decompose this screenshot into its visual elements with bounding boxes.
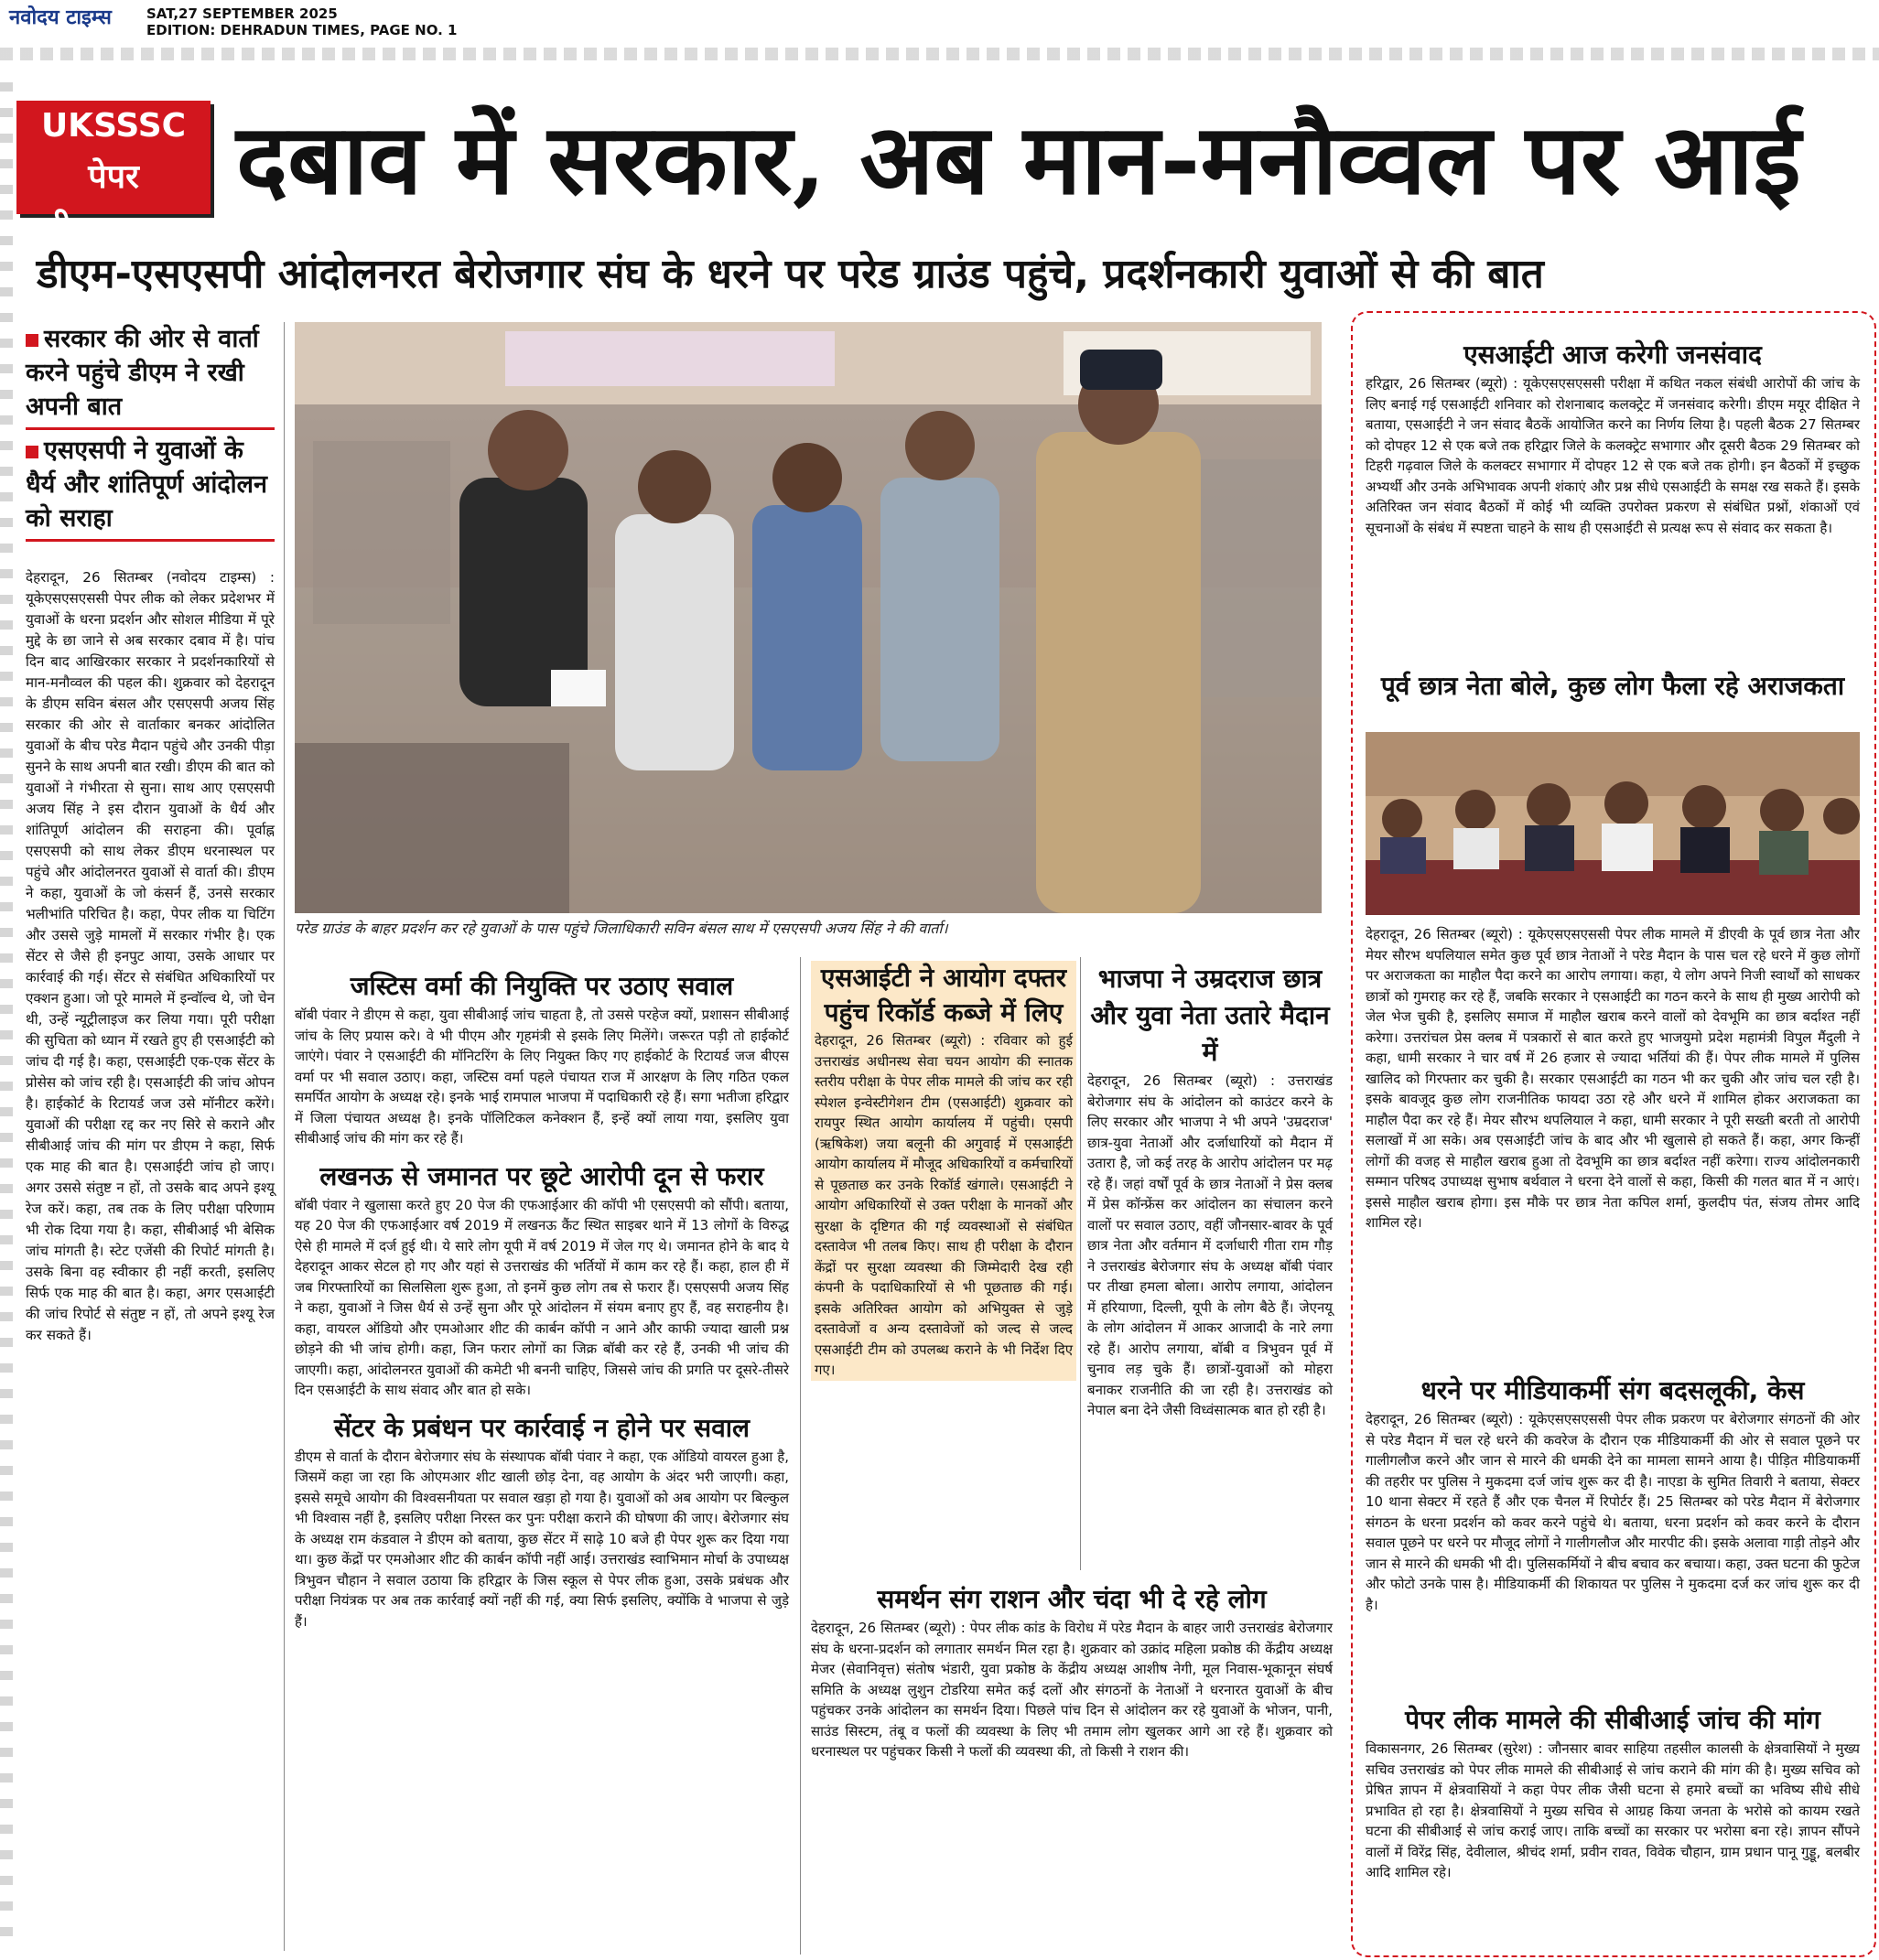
story-body-lucknow-bail: बॉबी पंवार ने खुलासा करते हुए 20 पेज की एफआईआर की कॉपी भी एसएसपी को सौंपी। बताया, यह 20 पेज की एफआईआर वर्ष 2019 में लखनऊ कैंट स्थित साइबर थाने में 13 लोगों के विरुद्ध ऐसे ही मामले में दर्ज हुई थी। ये सारे लोग यूपी में वर्ष 2019 में जेल गए थे। जमानत होने के बाद ये देहरादून आकर सेटल हो गए और यहां से उत्तराखंड की भर्तियों में काम कर रहे हैं। कहा, हाल ही में जब गिरफ्तारियों का सिलसिला शुरू हुआ, तो इनमें कुछ लोग तब से फरार हैं। एसएसपी अजय सिंह ने कहा, युवाओं ने जिस धैर्य से उन्हें सुना और पूरे आंदोलन में संयम बनाए हुए हैं, वह सराहनीय है। कहा, वायरल ऑडियो और एमओआर शीट की कार्बन कॉपी न आने और काफी ज्यादा खाली प्रश्न छोड़ने की भी जांच होगी। कहा, जिन फरार लोगों का जिक्र बॉबी कर रहे हैं, उनकी भी जांच की जाएगी। कहा, आंदोलनरत युवाओं की कमेटी भी बननी चाहिए, जिससे जांच की प्रगति पर दूसरे-तीसरे दिन एसआईटी के साथ संवाद और बात हो सके।	[295, 1196, 789, 1398]
lead-story-body: देहरादून, 26 सितम्बर (नवोदय टाइम्स) : यूकेएसएसएससी पेपर लीक को लेकर प्रदेशभर में युवाओं के धरना प्रदर्शन और सोशल मीडिया में पूरे मुद्दे के छा जाने से अब सरकार दबाव में है। पांच दिन बाद आखिरकार सरकार ने प्रदर्शनकारियों से मान-मनौव्वल की पहल की। शुक्रवार को देहरादून के डीएम सविन बंसल और एसएसपी अजय सिंह सरकार की ओर से वार्ताकार बनकर आंदोलित युवाओं के बीच परेड मैदान पहुंचे और उनकी पीड़ा सुनने के साथ अपनी बात रखी। डीएम की बात को युवाओं ने गंभीरता से सुना। साथ आए एसएसपी अजय सिंह ने इस दौरान युवाओं के धैर्य और शांतिपूर्ण आंदोलन की सराहना की। पूर्वाह्न एसएसपी को साथ लेकर डीएम धरनास्थल पर पहुंचे और आंदोलनरत युवाओं से वार्ता की। डीएम ने कहा, युवाओं के जो कंसर्न हैं, उनसे सरकार भलीभांति परिचित है। कहा, पेपर लीक या चिटिंग और उससे जुड़े मामलों में सरकार गंभीर है। एक सेंटर से जैसे ही इनपुट आया, उसके आधार पर कार्रवाई की गई। सेंटर से संबंधित अधिकारियों पर एक्शन हुआ। जो पूरे मामले में इन्वॉल्व थे, जो चेन थी, उन्हें न्यूट्रीलाइज कर लिया गया। पूरी परीक्षा की सुचिता को ध्यान में रखते हुए ही एसआईटी को जांच दी गई है। कहा, एसआईटी एक-एक सेंटर के प्रोसेस को जांच रही है। एसआईटी की जांच ओपन है। हाईकोर्ट के रिटायर्ड जज उसे मॉनीटर करेंगे। युवाओं की परीक्षा रद्द कर नए सिरे से कराने और सीबीआई जांच की मांग पर डीएम ने कहा, सिर्फ एक माह की बात है। एसआईटी जांच हो जाए। अगर उससे संतुष्ट न हों, तो उसके बाद अपने इश्यू रेज करें। कहा, तब तक के लिए परीक्षा परिणाम भी रोक दिया गया है। कहा, सीबीआई भी बेसिक जांच मांगती है। स्टेट एजेंसी की रिपोर्ट मांगती है। उसके बिना वह स्वीकार ही नहीं करती, इसलिए सिर्फ एक माह की बात है। कहा, अगर एसआईटी की जांच रिपोर्ट से संतुष्ट न हों, तो अपने इश्यू रेज कर सकते हैं।	[26, 569, 275, 1343]
highlight-text: सरकार की ओर से वार्ता करने पहुंचे डीएम ने रखी अपनी बात	[26, 325, 259, 421]
column-divider	[284, 322, 285, 1951]
topic-tag-line-1: UKSSSC पेपर	[40, 107, 187, 196]
story-support-ration	[811, 1581, 1333, 1762]
main-headline: दबाव में सरकार, अब मान-मनौव्वल पर आई	[236, 102, 1801, 216]
story-body-media-misbehave: देहरादून, 26 सितम्बर (ब्यूरो) : यूकेएसएसएससी पेपर लीक प्रकरण पर बेरोजगार संगठनों की ओर से परेड मैदान में चल रहे धरने की कवरेज के दौरान एक मीडियाकर्मी की ओर से सवाल पूछने पर गालीगलौज करने और जान से मारने की धमकी देने का मामला सामने आया है। पीड़ित मीडियाकर्मी की तहरीर पर पुलिस ने मुकदमा दर्ज जांच शुरू कर दी है। नाएडा के सुमित तिवारी ने बताया, सेक्टर 10 थाना सेक्टर में रहते हैं और एक चैनल में रिपोर्टर हैं। 25 सितम्बर को परेड मैदान में बेरोजगार संगठन के धरना प्रदर्शन को कवर करने पहुंचे थे। बताया, धरना प्रदर्शन को कवर करने के दौरान सवाल पूछने पर धरने पर मौजूद लोगों ने गालीगलौज और मारपीट की। इसके अलावा गाड़ी तोड़ने और जान से मारने की धमकी भी दी। पुलिसकर्मियों ने बीच बचाव कर बचाया। कहा, उक्त घटना की फुटेज और फोटो उनके पास है। मीडियाकर्मी की शिकायत पर पुलिस ने मुकदमा दर्ज कर जांच शुरू कर दी है।	[1366, 1411, 1860, 1613]
topic-tag	[16, 101, 211, 247]
story-former-leaders-text	[1366, 924, 1860, 1233]
bullet-square-icon	[26, 334, 38, 347]
story-column-4	[1087, 961, 1333, 1421]
masthead	[0, 0, 1879, 48]
bullet-square-icon	[26, 446, 38, 458]
story-title-support-ration: समर्थन संग राशन और चंदा भी दे रहे लोग	[877, 1584, 1267, 1614]
story-column-3	[811, 961, 1076, 1381]
story-title-justice-verma: जस्टिस वर्मा की नियुक्ति पर उठाए सवाल	[350, 971, 734, 1001]
story-former-leaders	[1366, 668, 1860, 705]
divider	[26, 427, 275, 430]
lead-highlights	[26, 322, 275, 545]
column-divider	[1080, 957, 1081, 1570]
issue-date: SAT,27 SEPTEMBER 2025	[146, 5, 338, 22]
press-conference-image	[1366, 732, 1860, 915]
left-bleed-strip	[0, 82, 13, 1949]
topic-tag-line-2: लीक मामला	[39, 210, 188, 247]
highlight-item-1	[26, 322, 275, 424]
story-title-sit-commission: एसआईटी ने आयोग दफ्तर पहुंच रिकॉर्ड कब्जे में लिए	[820, 963, 1067, 1028]
photo-caption: परेड ग्राउंड के बाहर प्रदर्शन कर रहे युवाओं के पास पहुंचे जिलाधिकारी सविन बंसल साथ में एसएसपी अजय सिंह ने की वार्ता।	[295, 920, 948, 937]
story-sit-jansamvad	[1366, 337, 1860, 538]
story-title-bjp-leaders: भाजपा ने उम्रदराज छात्र और युवा नेता उतारे मैदान में	[1090, 964, 1330, 1067]
story-cbi-demand	[1366, 1702, 1860, 1883]
dateline	[146, 5, 458, 38]
story-title-former-leaders: पूर्व छात्र नेता बोले, कुछ लोग फैला रहे अराजकता	[1380, 671, 1845, 701]
bleed-through-strip	[0, 48, 1879, 60]
edition-line: EDITION: DEHRADUN TIMES, PAGE NO. 1	[146, 22, 458, 38]
story-column-2	[295, 968, 789, 1632]
story-body-former-leaders: देहरादून, 26 सितम्बर (ब्यूरो) : यूकेएसएसएससी पेपर लीक मामले में डीएवी के पूर्व छात्र नेता और मेयर सौरभ थपलियाल समेत कुछ पूर्व छात्र नेताओं ने परेड मैदान के पास चल रहे धरने में कुछ लोगों पर अराजकता का माहौल पैदा करने का आरोप लगाया। कहा, ये लोग अपने निजी स्वार्थों को साधकर छात्रों को गुमराह कर रहे हैं, जबकि सरकार ने एसआईटी का गठन करने के साथ ही मुख्य आरोपी को जेल भेज चुकी है, इसलिए समाज में माहौल खराब करने वालों को देवभूमि का छात्र बर्दाश्त नहीं करेगा। उत्तरांचल प्रेस क्लब में पत्रकारों से बात करते हुए भाजयुमो प्रदेश महामंत्री विपुल मैंदुली ने कहा, धामी सरकार ने चार वर्ष में 26 हजार से ज्यादा भर्तियां की हैं। पेपर लीक मामले में पुलिस खालिद को गिरफ्तार कर चुकी है। सरकार एसआईटी का गठन भी कर चुकी और जांच चल रही है। इसके बावजूद कुछ लोग राजनीतिक फायदा उठा रहे और धरने में शामिल होकर अराजकता का माहौल पैदा कर रहे हैं। मेयर सौरभ थपलियाल ने कहा, धामी सरकार ने पूरी सख्ती बरती तो आरोपी सलाखों में आ सके। अब एसआईटी जांच के बाद और भी खुलासे हो सकते हैं। कहा, अगर किन्हीं लोगों की वजह से माहौल खराब हुआ तो देवभूमि का छात्र बर्दाश्त नहीं करेगा। राज्य आंदोलनकारी सम्मान परिषद उपाध्यक्ष सुभाष बर्थवाल ने धरना देने वालों से कहा, किसी की गलत बात में न आएं। इससे माहौल खराब होगा। इस मौके पर छात्र नेता कपिल शर्मा, कुलदीप पंत, संजय तोमर आदि शामिल रहे।	[1366, 926, 1860, 1231]
divider	[26, 539, 275, 542]
story-title-sit-jansamvad: एसआईटी आज करेगी जनसंवाद	[1463, 339, 1762, 370]
lead-photo	[295, 322, 1322, 913]
press-conference-photo	[1366, 732, 1860, 915]
highlighted-story	[811, 961, 1076, 1381]
lead-photo-image	[295, 322, 1322, 913]
story-title-cbi-demand: पेपर लीक मामले की सीबीआई जांच की मांग	[1405, 1705, 1820, 1735]
sub-headline: डीएम-एसएसपी आंदोलनरत बेरोजगार संघ के धरने पर परेड ग्राउंड पहुंचे, प्रदर्शनकारी युवाओं से की बात	[37, 251, 1544, 297]
column-divider	[800, 957, 801, 1955]
story-body-center-management: डीएम से वार्ता के दौरान बेरोजगार संघ के संस्थापक बॉबी पंवार ने कहा, एक ऑडियो वायरल हुआ है, जिसमें कहा जा रहा कि ओएमआर शीट खाली छोड़ देना, वह आयोग के अंदर भरी जाएगी। कहा, इससे समूचे आयोग की विश्वसनीयता पर सवाल खड़ा हो गया है। युवाओं को अब आयोग पर बिल्कुल भी विश्वास नहीं है, इसलिए परीक्षा निरस्त कर पुनः परीक्षा कराने की घोषणा की जाए। बेरोजगार संघ के अध्यक्ष राम कंडवाल ने डीएम को बताया, कुछ सेंटर में साढ़े 10 बजे ही पेपर शुरू कर दिया गया था। कुछ केंद्रों पर एमओआर शीट की कार्बन कॉपी नहीं आई। उत्तराखंड स्वाभिमान मोर्चा के उपाध्यक्ष त्रिभुवन चौहान ने सवाल उठाया कि हरिद्वार के जिस स्कूल से पेपर लीक हुआ, उसके प्रबंधक और परीक्षा नियंत्रक पर अब तक कार्रवाई क्यों नहीं की गई, क्या सिर्फ इसलिए, क्योंकि वे भाजपा से जुड़े हैं।	[295, 1448, 789, 1630]
newspaper-logo: नवोदय टाइम्स	[9, 6, 112, 29]
story-body-sit-commission: देहरादून, 26 सितम्बर (ब्यूरो) : रविवार को हुई उत्तराखंड अधीनस्थ सेवा चयन आयोग की स्नातक स्तरीय परीक्षा के पेपर लीक मामले की जांच कर रही स्पेशल इन्वेस्टीगेशन टीम (एसआईटी) शुक्रवार को रायपुर स्थित आयोग कार्यालय में पहुंची। एसपी (ऋषिकेश) जया बलूनी की अगुवाई में एसआईटी आयोग कार्यालय में मौजूद अधिकारियों व कर्मचारियों से पूछताछ कर उनके रिकॉर्ड खंगाले। एसआईटी ने आयोग अधिकारियों से उक्त परीक्षा के मानकों और सुरक्षा के दृष्टिगत की गई व्यवस्थाओं से संबंधित दस्तावेज भी तलब किए। साथ ही परीक्षा के दौरान केंद्रों पर सुरक्षा व्यवस्था की जिम्मेदारी देख रही कंपनी के पदाधिकारियों से भी पूछताछ की गई। इसके अतिरिक्त आयोग को अभियुक्त से जुड़े दस्तावेजों व अन्य दस्तावेजों को जल्द से जल्द एसआईटी टीम को उपलब्ध कराने के भी निर्देश दिए गए।	[815, 1032, 1073, 1378]
story-body-sit-jansamvad: हरिद्वार, 26 सितम्बर (ब्यूरो) : यूकेएसएसएससी परीक्षा में कथित नकल संबंधी आरोपों की जांच के लिए बनाई गई एसआईटी शनिवार को रोशनाबाद कलक्ट्रेट में जनसंवाद करेगी। डीएम मयूर दीक्षित ने बताया, एसआईटी ने जन संवाद बैठकें आयोजित करने का निर्णय लिया है। पहली बैठक 27 सितम्बर को दोपहर 12 से एक बजे तक हरिद्वार जिले के कलक्ट्रेट सभागार और दूसरी बैठक 29 सितम्बर को टिहरी गढ़वाल जिले के कलक्टर सभागार में दोपहर 12 से एक बजे तक होगी। इन बैठकों में इच्छुक अभ्यर्थी और उनके अभिभावक अपनी शंकाएं और प्रश्न सीधे एसआईटी के समक्ष रख सकते हैं। इसके अतिरिक्त जन संवाद बैठकों में कोई भी व्यक्ति उपरोक्त प्रकरण से संबंधित प्रश्नों, शंकाओं एवं सूचनाओं के संबंध में स्पष्टता चाहने के साथ ही एसआईटी से प्रत्यक्ष रूप से संवाद कर सकता है।	[1366, 375, 1860, 536]
story-title-media-misbehave: धरने पर मीडियाकर्मी संग बदसलूकी, केस	[1420, 1375, 1805, 1405]
story-body-support-ration: देहरादून, 26 सितम्बर (ब्यूरो) : पेपर लीक कांड के विरोध में परेड मैदान के बाहर जारी उत्तराखंड बेरोजगार संघ के धरना-प्रदर्शन को लगातार समर्थन मिल रहा है। शुक्रवार को उक्रांद महिला प्रकोष्ठ की केंद्रीय अध्यक्ष मेजर (सेवानिवृत्त) संतोष भंडारी, युवा प्रकोष्ठ के केंद्रीय अध्यक्ष आशीष नेगी, मूल निवास-भूकानून संघर्ष समिति के अध्यक्ष लुशुन टोडरिया समेत कई दलों और संगठनों के नेताओं ने धरनारत युवाओं के बीच पहुंचकर उनके आंदोलन का समर्थन दिया। पिछले पांच दिन से आंदोलन कर रहे युवाओं के भोजन, पानी, साउंड सिस्टम, तंबू व फलों की व्यवस्था के लिए भी तमाम लोग खुलकर आगे आ रहे हैं। शुक्रवार को धरनास्थल पर पहुंचकर किसी ने फलों की व्यवस्था की, तो किसी ने राशन की।	[811, 1620, 1333, 1760]
story-body-bjp-leaders: देहरादून, 26 सितम्बर (ब्यूरो) : उत्तराखंड बेरोजगार संघ के आंदोलन को काउंटर करने के लिए सरकार और भाजपा ने भी अपने 'उम्रदराज' छात्र-युवा नेताओं और दर्जाधारियों को मैदान में उतारा है, जो कई तरह के आरोप आंदोलन पर मढ़ रहे हैं। जहां वर्षों पूर्व के छात्र नेताओं ने प्रेस क्लब में प्रेस कॉन्फ्रेंस कर आंदोलन का संचालन करने वालों पर सवाल उठाए, वहीं जौनसार-बावर के पूर्व छात्र नेता और वर्तमान में दर्जाधारी गीता राम गौड़ ने उत्तराखंड बेरोजगार संघ के अध्यक्ष बॉबी पंवार पर तीखा हमला बोला। आरोप लगाया, आंदोलन में हरियाणा, दिल्ली, यूपी के लोग बैठे हैं। जेएनयू के लोग आंदोलन में आकर आजादी के नारे लगा रहे हैं। आरोप लगाया, बॉबी व त्रिभुवन पूर्व में चुनाव लड़ चुके हैं। छात्रों-युवाओं को मोहरा बनाकर राजनीति की जा रही है। उत्तराखंड को नेपाल बना देने जैसी विध्वंसात्मक बात हो रही है।	[1087, 1072, 1333, 1418]
highlight-item-2	[26, 434, 275, 535]
story-body-cbi-demand: विकासनगर, 26 सितम्बर (सुरेश) : जौनसार बावर साहिया तहसील कालसी के क्षेत्रवासियों ने मुख्य सचिव उत्तराखंड को पेपर लीक मामले की सीबीआई से जांच कराने की मांग की है। मुख्य सचिव को प्रेषित ज्ञापन में क्षेत्रवासियों ने कहा पेपर लीक जैसी घटना से हमारे बच्चों का भविष्य सीधे सीधे प्रभावित हो रहा है। क्षेत्रवासियों ने मुख्य सचिव से आग्रह किया जनता के भरोसे को कायम रखते घटना की सीबीआई से जांच कराई जाए। ताकि बच्चों का सरकार पर भरोसा बना रहे। ज्ञापन सौंपने वालों में विरेंद्र सिंह, देवीलाल, श्रीचंद शर्मा, प्रवीन रावत, विवेक चौहान, ग्राम प्रधान पानू गुड्डू, बलबीर आदि शामिल रहे।	[1366, 1740, 1860, 1880]
highlight-text: एसएसपी ने युवाओं के धैर्य और शांतिपूर्ण आंदोलन को सराहा	[26, 436, 267, 533]
story-title-center-management: सेंटर के प्रबंधन पर कार्रवाई न होने पर सवाल	[333, 1412, 751, 1443]
story-body-justice-verma: बॉबी पंवार ने डीएम से कहा, युवा सीबीआई जांच चाहता है, तो उससे परहेज क्यों, प्रशासन सीबीआई जांच के लिए प्रयास करे। वे भी पीएम और गृहमंत्री से इसके लिए मिलेंगे। जरूरत पड़ी तो हाईकोर्ट जाएंगे। पंवार ने एसआईटी की मॉनिटरिंग के लिए नियुक्त किए गए हाईकोर्ट के रिटायर्ड जज बीएस वर्मा पर भी सवाल उठाए। कहा, जस्टिस वर्मा पहले पंचायत राज में आरक्षण के लिए गठित एकल समर्पित आयोग के अध्यक्ष रहे। इनके भाई रामपाल भाजपा में पदाधिकारी रहे हैं। सगा भतीजा हरिद्वार में जिला पंचायत अध्यक्ष है। इनके पॉलिटिकल कनेक्शन हैं, इन्हें क्यों लाया गया, इसलिए युवा सीबीआई जांच की मांग कर रहे हैं।	[295, 1007, 789, 1147]
lead-story	[26, 567, 275, 1346]
story-media-misbehave	[1366, 1373, 1860, 1615]
story-title-lucknow-bail: लखनऊ से जमानत पर छूटे आरोपी दून से फरार	[319, 1160, 764, 1191]
